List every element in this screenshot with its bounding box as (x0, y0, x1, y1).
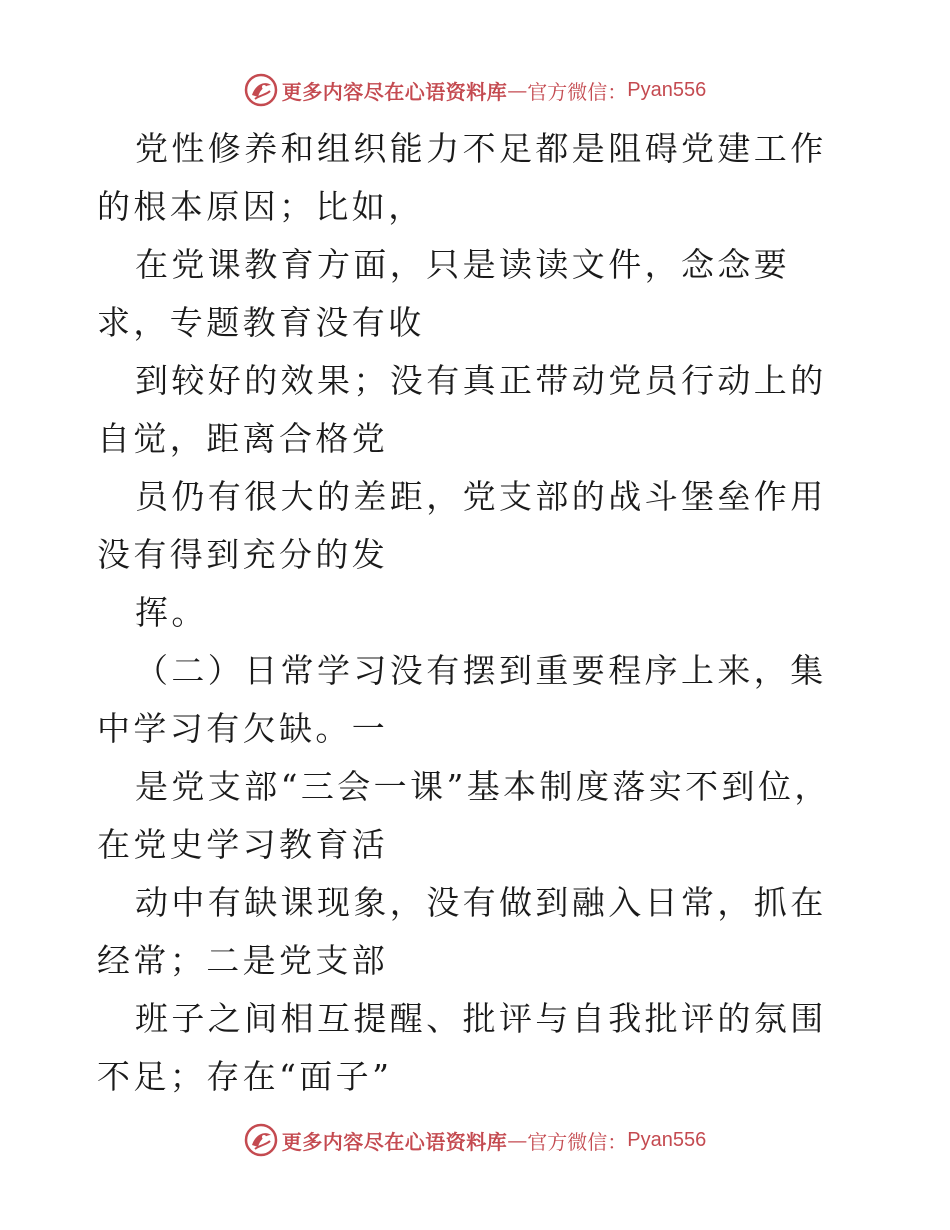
header-brand-text: 更多内容尽在心语资料库 (281, 79, 508, 104)
paragraph: 员仍有很大的差距，党支部的战斗堡垒作用没有得到充分的发 (97, 477, 827, 574)
footer-wechat-id: Pyan556 (627, 1128, 707, 1151)
paragraph: 动中有缺课现象，没有做到融入日常，抓在经常；二是党支部 (97, 883, 827, 980)
document-body (97, 120, 857, 1106)
header-wechat-label: 官方微信： (527, 79, 628, 104)
paragraph: 是党支部“三会一课”基本制度落实不到位，在党史学习教育活 (97, 767, 831, 864)
footer-wechat-label: 官方微信： (527, 1129, 628, 1154)
paragraph: 在党课教育方面，只是读读文件，念念要求，专题教育没有收 (97, 245, 791, 342)
paragraph: 班子之间相互提醒、批评与自我批评的氛围不足；存在“面子” (97, 999, 827, 1096)
paragraph: 党性修养和组织能力不足都是阻碍党建工作的根本原因；比如， (97, 129, 827, 226)
red-swirl-logo-icon (244, 73, 278, 107)
paragraph: （二）日常学习没有摆到重要程序上来，集中学习有欠缺。一 (97, 651, 827, 748)
header-wechat-id: Pyan556 (627, 78, 707, 101)
footer-separator: — (507, 1128, 528, 1152)
header-watermark (0, 70, 950, 110)
red-swirl-logo-icon (244, 1123, 278, 1157)
paragraph: 挥。 (135, 593, 208, 632)
header-separator: — (507, 78, 528, 102)
paragraph: 到较好的效果；没有真正带动党员行动上的自觉，距离合格党 (97, 361, 827, 458)
footer-watermark (0, 1120, 950, 1160)
footer-brand-text: 更多内容尽在心语资料库 (281, 1129, 508, 1154)
